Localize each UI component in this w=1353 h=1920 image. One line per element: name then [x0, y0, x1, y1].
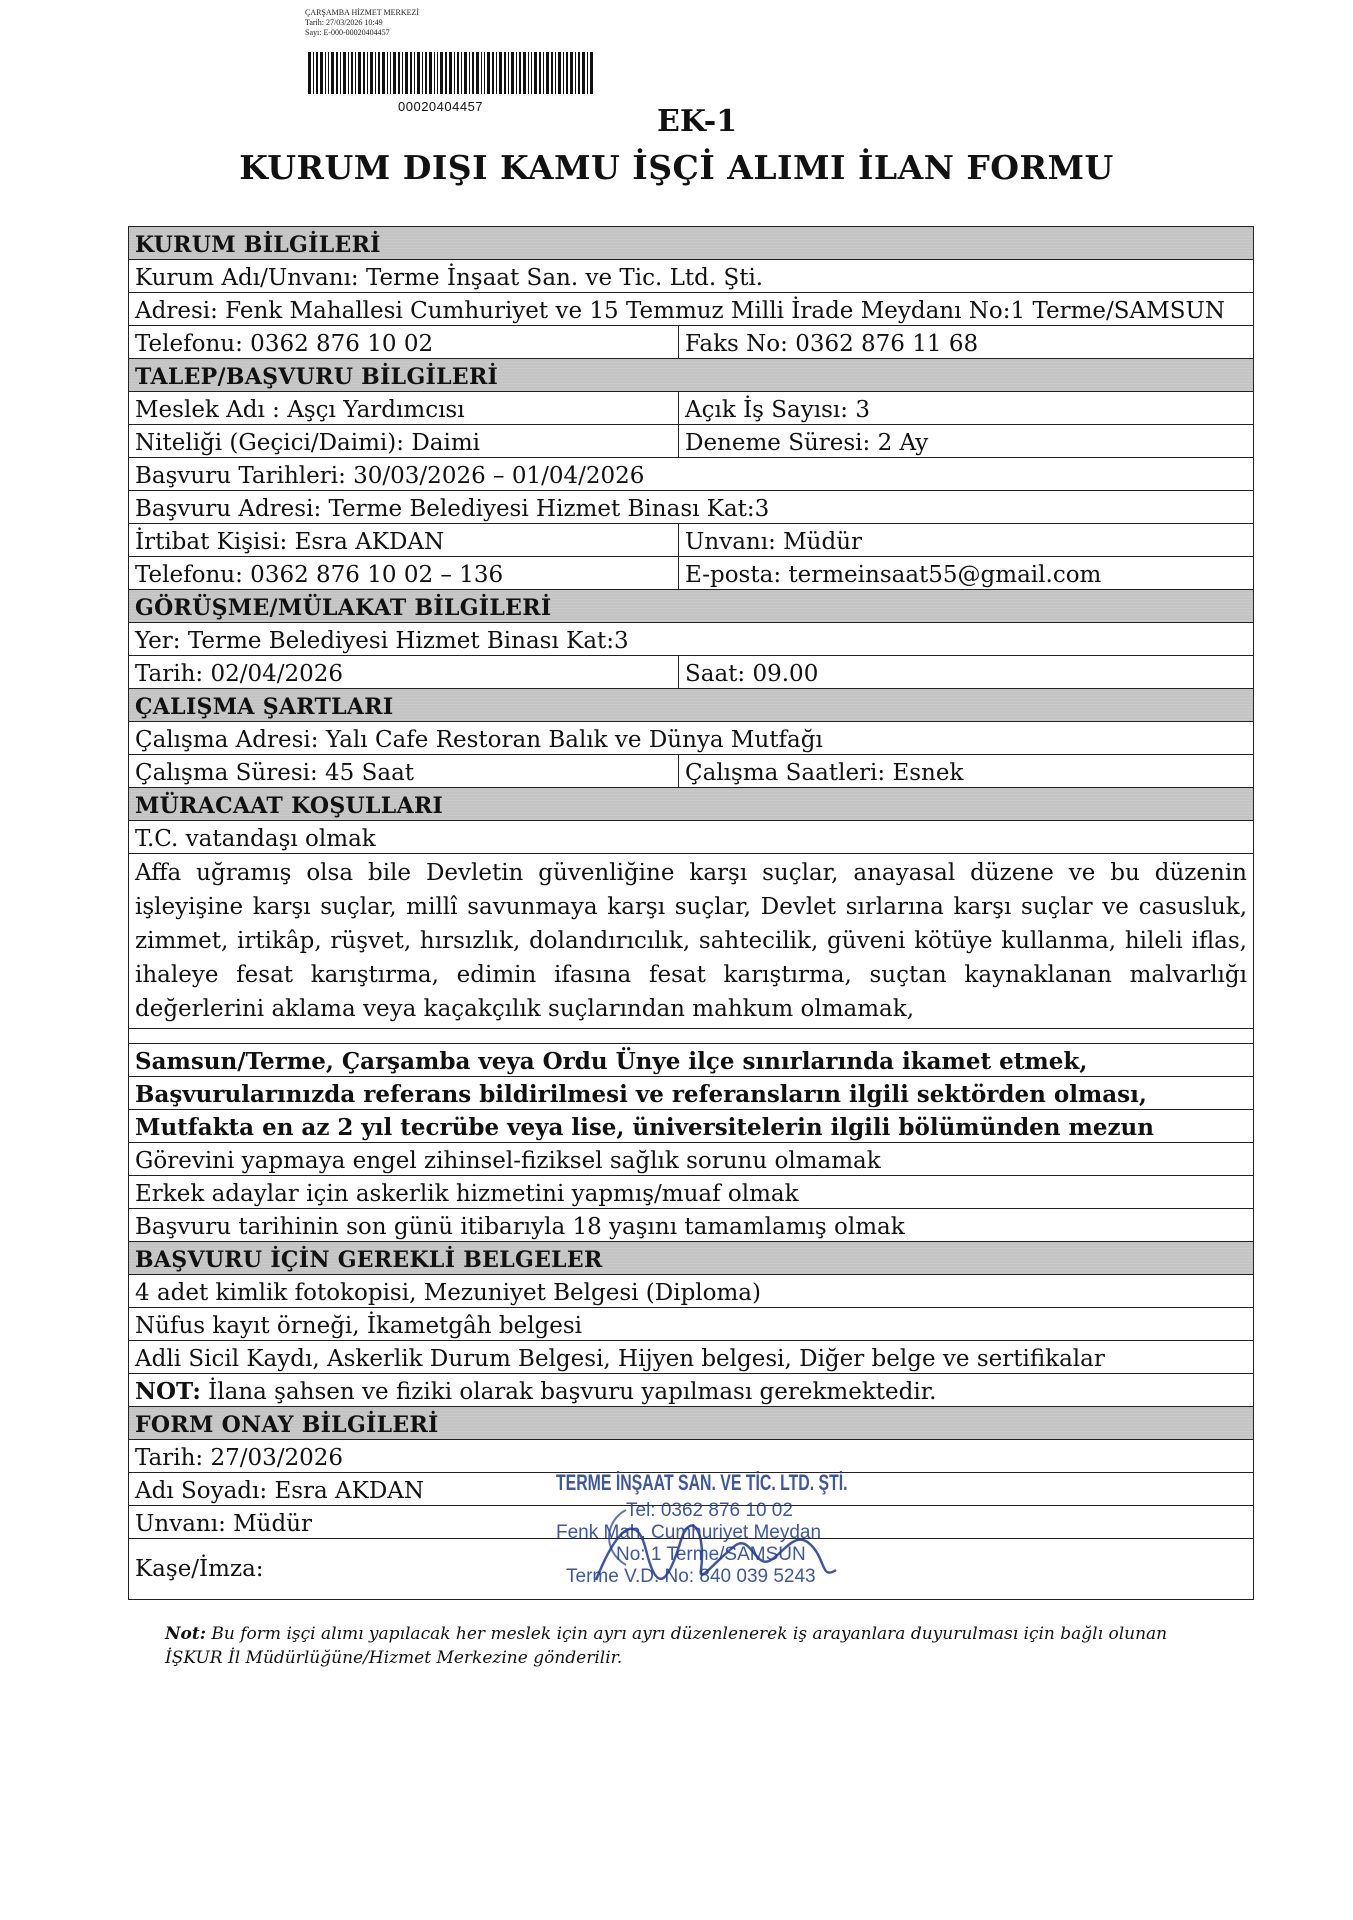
kurum-telefon: Telefonu: 0362 876 10 02	[129, 326, 679, 359]
calisma-adresi: Çalışma Adresi: Yalı Cafe Restoran Balık ve Dünya Mutfağı	[129, 722, 1254, 755]
section-onay: FORM ONAY BİLGİLERİ	[129, 1407, 1254, 1440]
onay-tarih: Tarih: 27/03/2026	[129, 1440, 1254, 1473]
barcode-number: 00020404457	[398, 99, 484, 114]
gorusme-tarih: Tarih: 02/04/2026	[129, 656, 679, 689]
deneme-suresi: Deneme Süresi: 2 Ay	[679, 425, 1254, 458]
calisma-saatleri: Çalışma Saatleri: Esnek	[679, 755, 1254, 788]
registry-stamp	[305, 8, 419, 38]
kurum-adres: Adresi: Fenk Mahallesi Cumhuriyet ve 15 Temmuz Milli İrade Meydanı No:1 Terme/SAMSUN	[129, 293, 1254, 326]
basvuru-adresi: Başvuru Adresi: Terme Belediyesi Hizmet Binası Kat:3	[129, 491, 1254, 524]
kosul-vatandaslik: T.C. vatandaşı olmak	[129, 821, 1254, 854]
section-muracaat: MÜRACAAT KOŞULLARI	[129, 788, 1254, 821]
barcode	[308, 52, 593, 94]
kosul-yas: Başvuru tarihinin son günü itibarıyla 18 yaşını tamamlamış olmak	[129, 1209, 1254, 1242]
signature-icon	[586, 1490, 846, 1600]
section-talep: TALEP/BAŞVURU BİLGİLERİ	[129, 359, 1254, 392]
section-belgeler: BAŞVURU İÇİN GEREKLİ BELGELER	[129, 1242, 1254, 1275]
stamp-office: ÇARŞAMBA HİZMET MERKEZİ	[305, 8, 420, 17]
gorusme-saat: Saat: 09.00	[679, 656, 1254, 689]
company-stamp	[556, 1470, 956, 1620]
page-title: KURUM DIŞI KAMU İŞÇİ ALIMI İLAN FORMU	[239, 148, 1114, 187]
not-text: İlana şahsen ve fiziki olarak başvuru yapılması gerekmektedir.	[200, 1379, 937, 1405]
seal-address: Fenk Mah. Cumhuriyet Meydan	[556, 1522, 822, 1543]
kosul-askerlik: Erkek adaylar için askerlik hizmetini yapmış/muaf olmak	[129, 1176, 1254, 1209]
onay-unvan: Unvanı: Müdür	[129, 1506, 1254, 1539]
footnote-text: Bu form işçi alımı yapılacak her meslek için ayrı ayrı düzenlenerek iş arayanlara duyurulması için bağlı olunan İŞKUR İl Müdürlüğüne/Hizmet Merkezine gönderilir.	[165, 1624, 1168, 1668]
not-label: NOT:	[135, 1378, 201, 1405]
seal-city: No: 1 Terme/SAMSUN	[616, 1544, 806, 1565]
seal-phone: Tel: 0362 876 10 02	[626, 1500, 793, 1521]
irtibat-kisisi: İrtibat Kişisi: Esra AKDAN	[129, 524, 679, 557]
meslek-adi: Meslek Adı : Aşçı Yardımcısı	[129, 392, 679, 425]
kurum-faks: Faks No: 0362 876 11 68	[679, 326, 1254, 359]
gorusme-yer: Yer: Terme Belediyesi Hizmet Binası Kat:3	[129, 623, 1254, 656]
section-calisma: ÇALIŞMA ŞARTLARI	[129, 689, 1254, 722]
section-gorusme: GÖRÜŞME/MÜLAKAT BİLGİLERİ	[129, 590, 1254, 623]
belge-nufus: Nüfus kayıt örneği, İkametgâh belgesi	[129, 1308, 1254, 1341]
belge-not	[129, 1374, 1254, 1407]
footnote	[165, 1622, 1225, 1670]
irtibat-eposta: E-posta: termeinsaat55@gmail.com	[679, 557, 1254, 590]
acik-is-sayisi: Açık İş Sayısı: 3	[679, 392, 1254, 425]
footnote-label: Not:	[165, 1624, 207, 1644]
announcement-form	[128, 226, 1254, 1600]
seal-tax: Terme V.D. No: 840 039 5243	[566, 1566, 816, 1587]
belge-adli-sicil: Adli Sicil Kaydı, Askerlik Durum Belgesi, Hijyen belgesi, Diğer belge ve sertifikalar	[129, 1341, 1254, 1374]
kosul-adli-sicil: Affa uğramış olsa bile Devletin güvenliğine karşı suçlar, anayasal düzene ve bu düzenin işleyişine karşı suçlar, millî savunmaya karşı suçlar, Devlet sırlarına karşı suçlar ve casusluk, zimmet, irtikâp, rüşvet, hırsızlık, dolandırıcılık, sahtecilik, güveni kötüye kullanma, hileli iflas, ihaleye fesat karıştırma, edimin ifasına fesat karıştırma, suçtan kaynaklanan malvarlığı değerlerini aklama veya kaçakçılık suçlarından mahkum olmamak,	[129, 854, 1254, 1029]
kosul-saglik: Görevini yapmaya engel zihinsel-fiziksel sağlık sorunu olmamak	[129, 1143, 1254, 1176]
kosul-referans: Başvurularınızda referans bildirilmesi ve referansların ilgili sektörden olması,	[129, 1077, 1254, 1110]
basvuru-tarihleri: Başvuru Tarihleri: 30/03/2026 – 01/04/2026	[129, 458, 1254, 491]
spacer-row	[129, 1029, 1254, 1044]
irtibat-telefonu: Telefonu: 0362 876 10 02 – 136	[129, 557, 679, 590]
kurum-adi: Kurum Adı/Unvanı: Terme İnşaat San. ve Tic. Ltd. Şti.	[129, 260, 1254, 293]
onay-kase-imza: Kaşe/İmza:	[129, 1539, 1254, 1600]
kosul-ikamet: Samsun/Terme, Çarşamba veya Ordu Ünye ilçe sınırlarında ikamet etmek,	[129, 1044, 1254, 1077]
stamp-date: Tarih: 27/03/2026 10:49	[305, 18, 383, 27]
irtibat-unvani: Unvanı: Müdür	[679, 524, 1254, 557]
seal-company: TERME İNŞAAT SAN. VE TİC. LTD. ŞTİ.	[556, 1470, 848, 1495]
calisma-suresi: Çalışma Süresi: 45 Saat	[129, 755, 679, 788]
section-kurum: KURUM BİLGİLERİ	[129, 227, 1254, 260]
annex-label: EK-1	[657, 104, 738, 139]
onay-adi-soyadi: Adı Soyadı: Esra AKDAN	[129, 1473, 1254, 1506]
niteligi: Niteliği (Geçici/Daimi): Daimi	[129, 425, 679, 458]
kosul-tecrube: Mutfakta en az 2 yıl tecrübe veya lise, üniversitelerin ilgili bölümünden mezun	[129, 1110, 1254, 1143]
belge-kimlik: 4 adet kimlik fotokopisi, Mezuniyet Belgesi (Diploma)	[129, 1275, 1254, 1308]
stamp-number: Sayı: E-000-00020404457	[305, 28, 390, 37]
